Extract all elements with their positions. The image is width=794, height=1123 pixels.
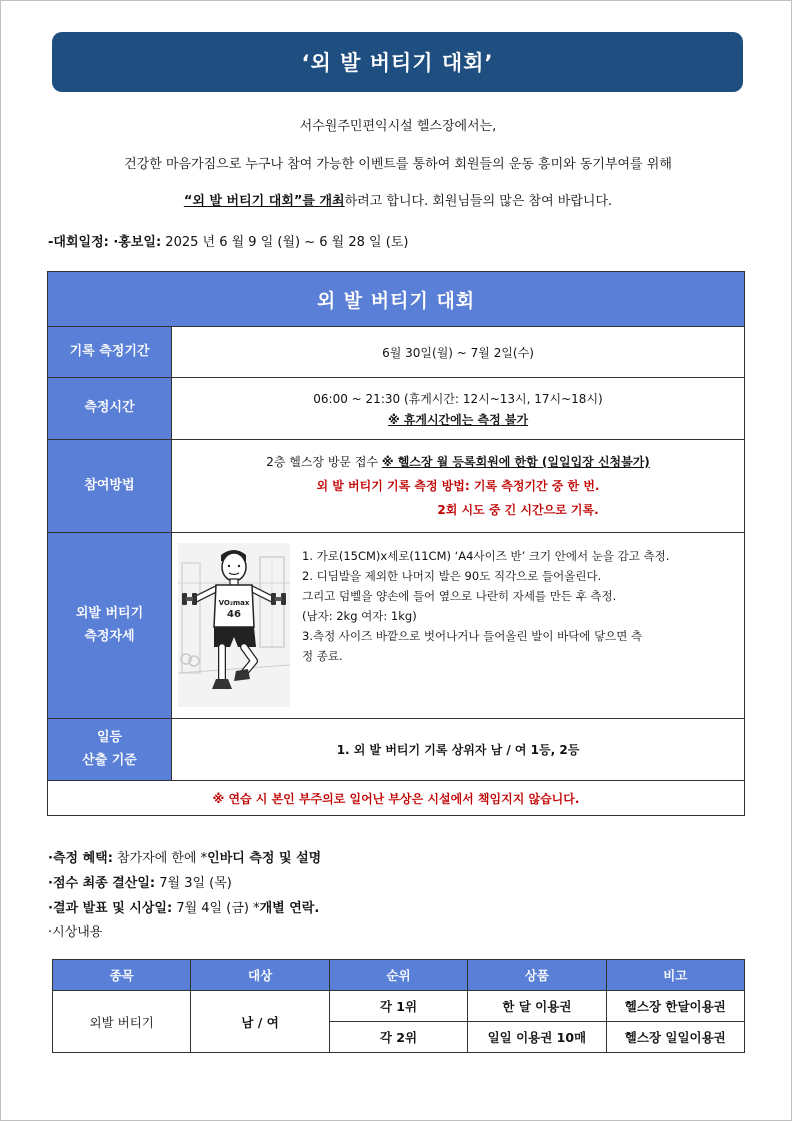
posture-illustration xyxy=(178,543,290,707)
method-line-1 xyxy=(172,450,744,474)
rank-criteria-value: 1. 외 발 버티기 기록 상위자 남 / 여 1등, 2등 xyxy=(172,719,745,781)
intro-event-name: “외 발 버티기 대회”를 개최 xyxy=(183,194,345,209)
schedule-label: -대회일정: ·홍보일: xyxy=(48,235,162,250)
prize-target-cell: 남 / 여 xyxy=(191,991,329,1053)
figure-shirt-number: 46 xyxy=(227,609,241,620)
posture-instructions xyxy=(302,546,738,666)
event-table-header: 외 발 버티기 대회 xyxy=(48,272,745,327)
period-label: 기록 측정기간 xyxy=(48,327,172,378)
method-line-2: 외 발 버티기 기록 측정 방법: 기록 측정기간 중 한 번. xyxy=(316,479,600,493)
schedule-line xyxy=(48,231,408,250)
prize-event-cell: 외발 버티기 xyxy=(53,991,191,1053)
prize-header-prize: 상품 xyxy=(468,960,606,991)
prize-header-target: 대상 xyxy=(191,960,329,991)
time-cell xyxy=(172,378,745,440)
posture-label xyxy=(48,533,172,719)
posture-item: 1. 가로(15CM)x세로(11CM) ‘A4사이즈 반’ 크기 안에서 눈을 감고 측정. xyxy=(302,549,670,563)
prize-section-label: ·시상내용 xyxy=(48,925,103,940)
method-line-1-note: ※ 헬스장 월 등록회원에 한함 (일일입장 신청불가) xyxy=(381,455,650,469)
settlement-line xyxy=(48,872,232,891)
prize-header-note: 비고 xyxy=(606,960,744,991)
prize-note-cell: 헬스장 한달이용권 xyxy=(606,991,744,1022)
intro-line-2: 건강한 마음가짐으로 누구나 참여 가능한 이벤트를 통하여 회원들의 운동 흥미와 동기부여를 위해 xyxy=(124,157,672,172)
method-line-1-plain: 2층 헬스장 방문 접수 xyxy=(266,455,382,469)
title-banner: ‘외 발 버티기 대회’ xyxy=(52,32,743,92)
benefit-value-bold: 인바디 측정 및 설명 xyxy=(207,851,322,866)
rank-criteria-label xyxy=(48,719,172,781)
method-label: 참여방법 xyxy=(48,440,172,533)
one-leg-balance-figure-icon xyxy=(178,543,290,707)
event-info-table xyxy=(47,271,745,816)
announcement-line xyxy=(48,897,319,916)
prize-table xyxy=(52,959,745,1053)
intro-line-3 xyxy=(1,190,794,209)
prize-item-cell: 일일 이용권 10매 xyxy=(468,1022,606,1053)
posture-item: 그리고 덤벨을 양손에 들어 옆으로 나란히 자세를 만든 후 측정. xyxy=(302,589,617,603)
schedule-value: 2025 년 6 월 9 일 (월) ~ 6 월 28 일 (토) xyxy=(161,235,409,250)
injury-warning: ※ 연습 시 본인 부주의로 일어난 부상은 시설에서 책임지지 않습니다. xyxy=(48,781,745,816)
intro-line-3-rest: 하려고 합니다. 회원님들의 많은 참여 바랍니다. xyxy=(344,194,613,209)
time-label: 측정시간 xyxy=(48,378,172,440)
prize-header-rank: 순위 xyxy=(329,960,467,991)
posture-cell xyxy=(172,533,745,719)
announcement-label: ·결과 발표 및 시상일: xyxy=(48,901,173,916)
posture-item: (남자: 2kg 여자: 1kg) xyxy=(302,609,417,623)
announcement-value-bold: 개별 연락. xyxy=(259,901,320,916)
prize-note-cell: 헬스장 일일이용권 xyxy=(606,1022,744,1053)
benefit-line xyxy=(48,847,321,866)
benefit-value: 참가자에 한에 * xyxy=(112,851,208,866)
rank-label-line-2: 산출 기준 xyxy=(82,752,137,768)
prize-header-event: 종목 xyxy=(53,960,191,991)
method-line-3: 2회 시도 중 긴 시간으로 기록. xyxy=(437,503,599,517)
settlement-label: ·점수 최종 결산일: xyxy=(48,876,156,891)
posture-label-line-1: 외발 버티기 xyxy=(75,606,144,622)
time-value: 06:00 ~ 21:30 (휴게시간: 12시~13시, 17시~18시) xyxy=(313,391,603,406)
posture-item: 정 종료. xyxy=(302,649,343,663)
posture-item: 3.측정 사이즈 바깥으로 벗어나거나 들어올린 발이 바닥에 닿으면 측 xyxy=(302,629,643,643)
benefit-label: ·측정 혜택: xyxy=(48,851,113,866)
prize-rank-cell: 각 1위 xyxy=(329,991,467,1022)
announcement-value: 7월 4일 (금) * xyxy=(172,901,260,916)
posture-label-line-2: 측정자세 xyxy=(84,628,135,644)
prize-item-cell: 한 달 이용권 xyxy=(468,991,606,1022)
rank-label-line-1: 일등 xyxy=(96,730,123,746)
period-value: 6월 30일(월) ~ 7월 2일(수) xyxy=(172,327,745,378)
prize-rank-cell: 각 2위 xyxy=(329,1022,467,1053)
method-cell xyxy=(172,440,745,533)
figure-shirt-text: VO₂max xyxy=(218,599,250,607)
posture-item: 2. 디딤발을 제외한 나머지 발은 90도 직각으로 들어올린다. xyxy=(302,569,602,583)
time-note: ※ 휴게시간에는 측정 불가 xyxy=(387,412,529,427)
settlement-value: 7월 3일 (목) xyxy=(155,876,232,891)
intro-line-1: 서수원주민편익시설 헬스장에서는, xyxy=(299,119,497,134)
